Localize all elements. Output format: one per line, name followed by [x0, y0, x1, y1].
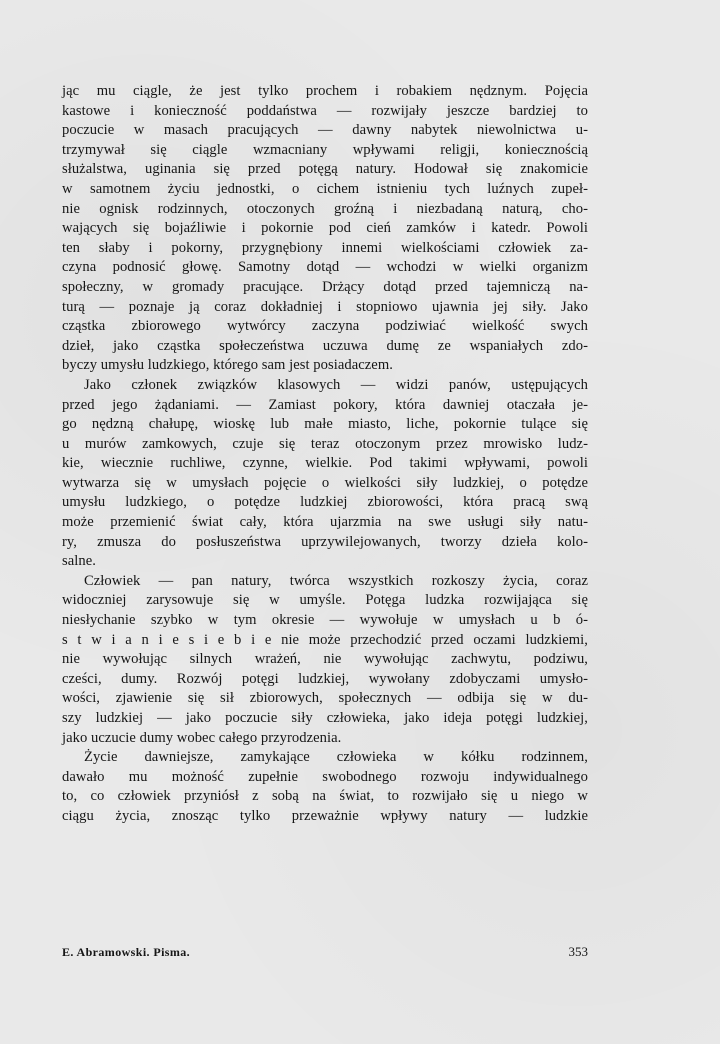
text-line: ciągu życia, znosząc tylko przeważnie wpływy natury — ludzkie — [62, 807, 588, 824]
text-line: dzieł, jako cząstka społeczeństwa uczuwa dumę ze wspaniałych zdo- — [62, 337, 588, 354]
text-line: może przemienić świat cały, która ujarzmia na swe usługi siły natu- — [62, 514, 588, 531]
text-line: Jako członek związków klasowych — widzi panów, ustępujących — [84, 376, 588, 393]
text-line: dawało mu możność zupełnie swobodnego rozwoju indywidualnego — [62, 768, 588, 785]
text-line: go nędzną chałupę, wioskę lub małe miasto, liche, pokornie tulące się — [62, 416, 588, 433]
text-line: cześci, dumy. Rozwój potęgi ludzkiej, wywołany zdobyczami umysło- — [62, 670, 588, 687]
text-line: czyna podnosić głowę. Samotny dotąd — wchodzi w wielki organizm — [62, 259, 588, 276]
text-line: salne. — [62, 553, 96, 570]
paragraph-2 — [62, 376, 588, 572]
page-footer — [62, 942, 588, 962]
page-number: 353 — [568, 944, 588, 959]
text-line: niesłychanie szybko w tym okresie — wywołuje w umysłach u b ó- — [62, 612, 588, 629]
text-line: turą — poznaje ją coraz dokładniej i stopniowo ujawnia jej siły. Jako — [62, 298, 588, 315]
text-line: kie, wiecznie ruchliwe, czynne, wielkie. Pod takimi wpływami, powoli — [62, 455, 588, 472]
text-line: umysłu ludzkiego, o potędze ludzkiej zbiorowości, która pracą swą — [62, 494, 588, 511]
text-line: s t w i a n i e s i e b i e nie może przechodzić przed oczami ludzkiemi, — [62, 631, 588, 648]
text-line: służalstwa, uginania się przed potęgą natury. Hodował się znakomicie — [62, 161, 588, 178]
text-line: wości, zjawienie się sił zbiorowych, społecznych — odbija się w du- — [62, 690, 588, 707]
text-line: poczucie w masach pracujących — dawny nabytek niewolnictwa u- — [62, 122, 588, 139]
text-line: kastowe i konieczność poddaństwa — rozwijały jeszcze bardziej to — [62, 102, 588, 119]
paragraph-3 — [62, 572, 588, 748]
text-line: to, co człowiek przyniósł z sobą na świat, to rozwijało się u niego w — [62, 788, 588, 805]
text-line: szy ludzkiej — jako poczucie siły człowieka, jako ideja potęgi ludzkiej, — [62, 710, 588, 726]
text-line: wających się bojaźliwie i pokornie pod cień zamków i katedr. Powoli — [62, 220, 588, 237]
text-line: widoczniej zarysowuje się w umyśle. Potęga ludzka rozwijająca się — [62, 592, 588, 609]
text-line: ten słaby i pokorny, przygnębiony innemi wielkościami człowiek za- — [62, 239, 588, 256]
text-line: u murów zamkowych, czuje się teraz otoczonym przez mrowisko ludz- — [62, 435, 588, 452]
text-line: przed jego żądaniami. — Zamiast pokory, która dawniej otaczała je- — [62, 396, 588, 413]
text-line: nie wywołując silnych wrażeń, nie wywołując zachwytu, podziwu, — [62, 651, 588, 668]
text-line: trzymywał się ciągle wzmacniany wpływami religji, koniecznością — [62, 141, 588, 158]
text-line: cząstka zbiorowego wytwórcy zaczyna podziwiać wielkość swych — [62, 318, 588, 335]
author-signature: E. Abramowski. Pisma. — [62, 945, 191, 959]
text-line: nie ognisk rodzinnych, otoczonych groźną i niezbadaną naturą, cho- — [62, 200, 588, 217]
text-line: społeczny, w gromady pracujące. Drżący dotąd przed tajemniczą na- — [62, 278, 588, 295]
text-line: w samotnem życiu jednostki, o cichem istnieniu tych luźnych zupeł- — [62, 180, 588, 197]
text-line: jako uczucie dumy wobec całego przyrodzenia. — [62, 729, 342, 746]
paragraph-1 — [62, 82, 588, 376]
text-line: wytwarza się w umysłach pojęcie o wielkości siły ludzkiej, o potędze — [62, 474, 588, 491]
text-line: byczy umysłu ludzkiego, którego sam jest posiadaczem. — [62, 357, 393, 374]
text-line: Człowiek — pan natury, twórca wszystkich rozkoszy życia, coraz — [84, 572, 588, 589]
text-line: Życie dawniejsze, zamykające człowieka w kółku rodzinnem, — [84, 749, 588, 766]
body-text — [62, 82, 588, 827]
text-line: jąc mu ciągle, że jest tylko prochem i robakiem nędznym. Pojęcia — [62, 83, 588, 99]
text-line: ry, zmusza do posłuszeństwa uprzywilejowanych, tworzy dzieła kolo- — [62, 533, 588, 550]
paragraph-4 — [62, 748, 588, 826]
